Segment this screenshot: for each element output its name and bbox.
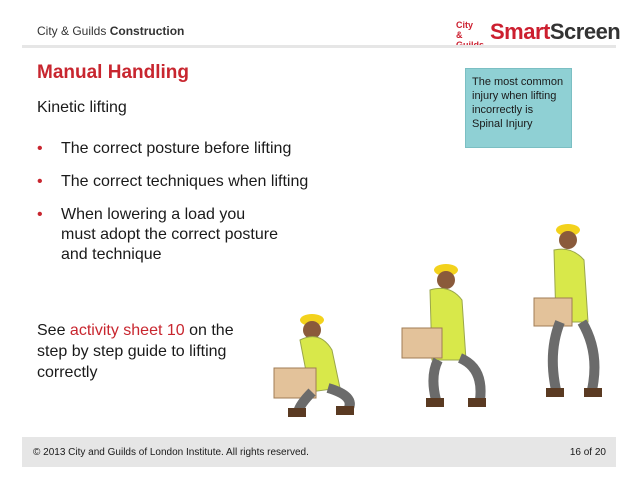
bullet-dot-icon: •: [37, 173, 43, 190]
page-number: 16 of 20: [569, 447, 606, 458]
worker-figure-icon: [402, 264, 486, 407]
worker-figure-icon: [534, 224, 602, 397]
bullet-dot-icon: •: [37, 206, 43, 223]
logo-smart: Smart: [490, 19, 550, 44]
smartscreen-logo: [456, 19, 621, 45]
bullet-text: When lowering a load you must adopt the correct posture and technique: [61, 206, 278, 263]
list-item: [37, 205, 281, 265]
bullet-dot-icon: •: [37, 140, 43, 157]
brand-bold: Construction: [109, 24, 185, 38]
bullet-text: The correct techniques when lifting: [61, 173, 309, 190]
bullet-text: The correct posture before lifting: [61, 140, 292, 157]
city-guilds-logo: City &: [456, 20, 474, 40]
footer: [22, 437, 616, 467]
list-item: [37, 172, 357, 192]
lifting-illustration: [270, 200, 630, 430]
injury-callout: The most common injury when lifting incorrectly is Spinal Injury: [465, 68, 572, 148]
logo-screen: Screen: [549, 19, 621, 44]
smartscreen-wordmark: [490, 19, 620, 45]
activity-sheet-link[interactable]: activity sheet 10: [69, 322, 185, 339]
see-prefix: See: [37, 322, 66, 339]
list-item: [37, 139, 357, 159]
copyright-text: © 2013 City and Guilds of London Institute. All rights reserved.: [33, 447, 309, 458]
header-divider: [22, 45, 616, 48]
brand-line: [37, 24, 184, 38]
slide-title: Manual Handling: [37, 62, 189, 83]
slide-subtitle: Kinetic lifting: [37, 99, 127, 116]
brand-prefix: City & Guilds: [37, 24, 107, 38]
activity-sheet-note: [37, 320, 267, 383]
see-suffix: on the step by step guide to lifting correctly: [37, 322, 234, 381]
worker-figure-icon: [274, 314, 354, 417]
